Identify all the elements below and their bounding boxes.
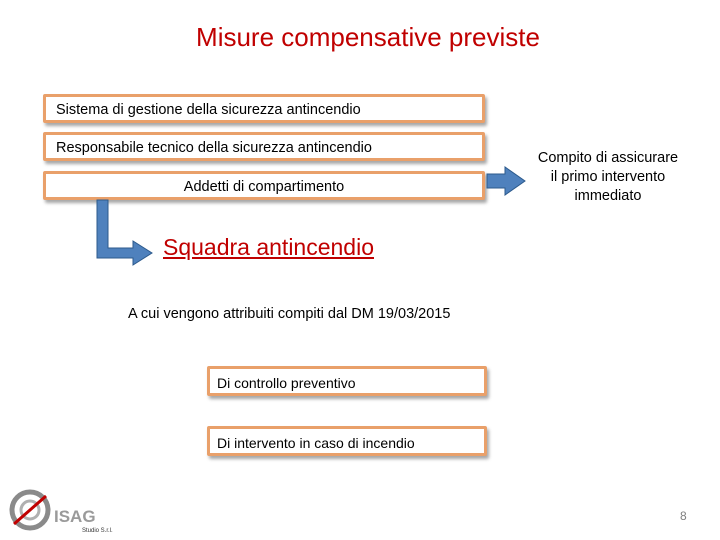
- box-sistema-gestione: Sistema di gestione della sicurezza antincendio: [43, 94, 485, 123]
- side-note: Compito di assicurare il primo intervento immediato: [537, 150, 679, 204]
- l-arrow-icon: [97, 200, 152, 265]
- page-number: 8: [680, 509, 687, 523]
- dm-subtitle: A cui vengono attribuiti compiti dal DM 19/03/2015: [128, 306, 451, 322]
- box-controllo-preventivo: Di controllo preventivo: [207, 366, 487, 396]
- box-intervento-incendio: Di intervento in caso di incendio: [207, 426, 487, 456]
- logo-subtext: Studio S.r.l.: [82, 528, 113, 534]
- slide-title: Misure compensative previste: [196, 22, 540, 52]
- isag-logo: [6, 488, 126, 539]
- box-responsabile-tecnico: Responsabile tecnico della sicurezza antincendio: [43, 132, 485, 161]
- squadra-antincendio-label: Squadra antincendio: [163, 234, 374, 260]
- box-addetti-compartimento: Addetti di compartimento: [43, 171, 485, 200]
- logo-name: ISAG: [54, 507, 96, 526]
- right-arrow-icon: [487, 167, 525, 195]
